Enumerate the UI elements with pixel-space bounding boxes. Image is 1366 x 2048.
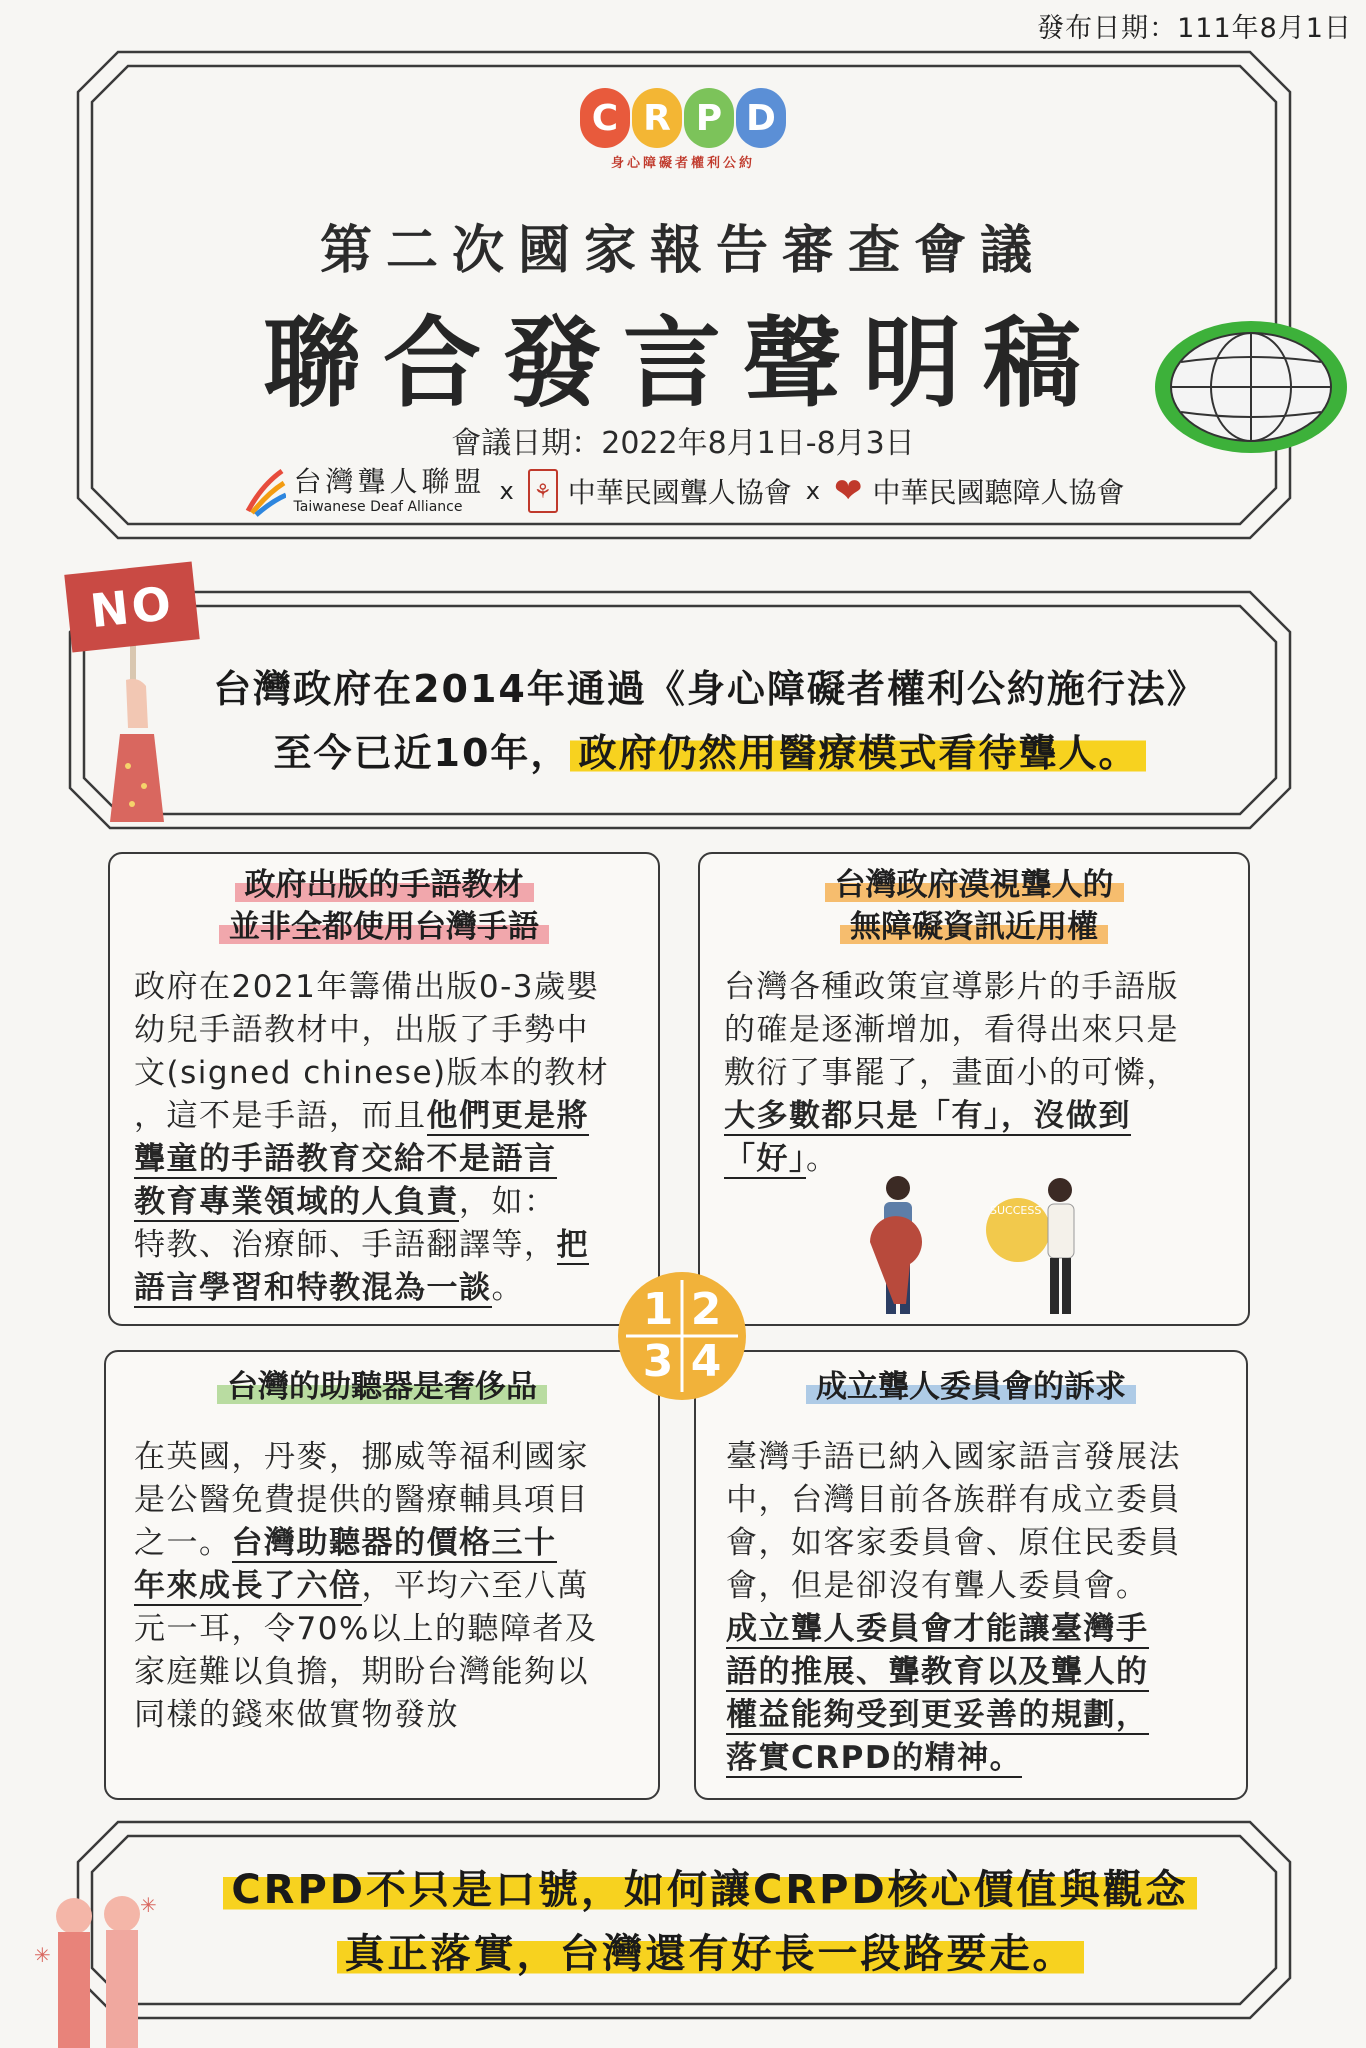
card-4-underlined: 成立聾人委員會才能讓臺灣手	[726, 1611, 1149, 1647]
card-1-line	[134, 1181, 609, 1224]
card-1-title	[110, 864, 658, 948]
card-3-body	[134, 1436, 597, 1737]
card-1-title-line1: 政府出版的手語教材	[235, 864, 534, 906]
card-1-line: 政府在2021年籌備出版0-3歲嬰	[134, 969, 600, 1005]
card-4-underlined: 權益能夠受到更妥善的規劃，	[726, 1697, 1149, 1733]
organizations	[0, 465, 1366, 517]
card-4-line	[726, 1651, 1181, 1694]
card-4-line: 會，如客家委員會、原住民委員	[726, 1525, 1181, 1561]
closing-line2	[150, 1922, 1270, 1979]
crpd-logo-letters	[580, 88, 786, 148]
card-1-underlined: 他們更是將	[426, 1098, 589, 1134]
closing-line2-text: 真正落實，台灣還有好長一段路要走。	[337, 1931, 1084, 1977]
card-2-text: 。	[806, 1141, 839, 1177]
banner-line2	[170, 722, 1250, 777]
card-4-body	[726, 1436, 1181, 1780]
org3-name: 中華民國聽障人協會	[872, 476, 1125, 509]
closing-line1	[150, 1858, 1270, 1915]
card-2-title-line2: 無障礙資訊近用權	[840, 906, 1108, 948]
raised-arm-icon	[106, 676, 170, 822]
banner-line1: 台灣政府在2014年通過《身心障礙者權利公約施行法》	[213, 667, 1207, 711]
raised-fists-icon	[30, 1892, 160, 2048]
page-title: 聯合發言聲明稿	[262, 306, 1103, 421]
card-1-text: 特教、治療師、手語翻譯等，	[134, 1227, 557, 1263]
number-1: 1	[642, 1284, 674, 1335]
svg-text:✳: ✳	[140, 1893, 157, 1917]
card-1-line	[134, 1095, 609, 1138]
card-1-text: 。	[491, 1270, 524, 1306]
card-3-line	[134, 1522, 597, 1565]
card-1-underlined: 語言學習和特教混為一談	[134, 1270, 492, 1306]
card-2-underlined: 大多數都只是「有」，沒做到	[724, 1098, 1131, 1134]
card-4-line	[726, 1694, 1181, 1737]
card-1-sign-language-materials	[108, 852, 660, 1326]
card-3-title-text: 台灣的助聽器是奢侈品	[217, 1366, 547, 1408]
card-3-line: 家庭難以負擔，期盼台灣能夠以	[134, 1654, 589, 1690]
card-2-accessibility-rights	[698, 852, 1250, 1326]
card-2-underlined: 「好」	[724, 1141, 806, 1177]
card-3-line: 元一耳，令70%以上的聽障者及	[134, 1611, 598, 1647]
card-4-line: 中，台灣目前各族群有成立委員	[726, 1482, 1181, 1518]
no-sign: NO	[64, 562, 199, 653]
card-2-line: 台灣各種政策宣導影片的手語版	[724, 969, 1179, 1005]
card-1-line	[134, 1224, 609, 1267]
banner-line2-plain: 至今已近10年，	[273, 731, 571, 775]
logo-letter-p: P	[684, 88, 734, 148]
publish-date: 發布日期：111年8月1日	[1037, 13, 1352, 44]
deaf-association-seal-icon: ⚘	[528, 469, 558, 513]
card-4-line: 臺灣手語已納入國家語言發展法	[726, 1439, 1181, 1475]
crpd-logo-subtitle: 身心障礙者權利公約	[610, 156, 755, 171]
card-1-title-line2: 並非全都使用台灣手語	[219, 906, 549, 948]
card-2-line	[724, 1095, 1179, 1138]
org1-name-zh: 台灣聾人聯盟	[293, 465, 486, 498]
card-3-line: 是公醫免費提供的醫療輔具項目	[134, 1482, 589, 1518]
card-3-line	[134, 1565, 597, 1608]
card-4-line	[726, 1737, 1181, 1780]
card-4-title-text: 成立聾人委員會的訴求	[806, 1366, 1136, 1408]
closing-frame-outer	[78, 1822, 1290, 2018]
org-taiwanese-deaf-alliance	[242, 465, 486, 517]
org-separator-2: x	[805, 477, 820, 505]
card-1-line	[134, 1267, 609, 1310]
card-3-line: 同樣的錢來做實物發放	[134, 1697, 459, 1733]
org2-name: 中華民國聾人協會	[567, 476, 792, 509]
number-4: 4	[690, 1336, 722, 1387]
card-1-line: 文(signed chinese)版本的教材	[134, 1055, 610, 1091]
logo-letter-c: C	[580, 88, 630, 148]
illustration-text: SUCCESS	[990, 1204, 1042, 1217]
logo-letter-r: R	[632, 88, 682, 148]
crpd-logo	[0, 88, 1366, 171]
card-3-line: 在英國，丹麥，挪威等福利國家	[134, 1439, 589, 1475]
card-3-text: 之一。	[134, 1525, 232, 1561]
card-2-body	[724, 966, 1179, 1181]
card-1-underlined: 教育專業領域的人負責	[134, 1184, 459, 1220]
card-2-line: 敷衍了事罷了，畫面小的可憐，	[724, 1055, 1179, 1091]
card-4-underlined: 落實CRPD的精神。	[726, 1740, 1023, 1776]
card-4-line: 會，但是卻沒有聾人委員會。	[726, 1568, 1149, 1604]
card-3-underlined: 年來成長了六倍	[134, 1568, 362, 1604]
card-3-hearing-aids	[104, 1350, 660, 1800]
org1-name-en: Taiwanese Deaf Alliance	[293, 499, 463, 515]
card-4-underlined: 語的推展、聾教育以及聾人的	[726, 1654, 1149, 1690]
number-2: 2	[690, 1284, 722, 1335]
card-1-line: 幼兒手語教材中，出版了手勢中	[134, 1012, 589, 1048]
closing-line1-text: CRPD不只是口號，如何讓CRPD核心價值與觀念	[223, 1867, 1196, 1913]
number-3: 3	[642, 1336, 674, 1387]
section-number-circle	[618, 1272, 746, 1400]
card-1-text: ，如：	[459, 1184, 557, 1220]
card-3-title	[106, 1366, 658, 1408]
card-2-title-line1: 台灣政府漠視聾人的	[825, 864, 1124, 906]
card-1-body	[134, 966, 609, 1310]
card-3-text: ，平均六至八萬	[361, 1568, 589, 1604]
heart-logo-icon: ❤	[833, 471, 863, 511]
card-1-underlined: 把	[556, 1227, 589, 1263]
page-subtitle: 第二次國家報告審查會議	[319, 220, 1046, 281]
card-1-line	[134, 1138, 609, 1181]
meeting-date: 會議日期：2022年8月1日-8月3日	[451, 426, 915, 461]
card-4-title	[696, 1366, 1246, 1408]
card-4-line	[726, 1608, 1181, 1651]
deaf-alliance-logo-icon	[242, 465, 286, 517]
card-1-underlined: 聾童的手語教育交給不是語言	[134, 1141, 557, 1177]
card-2-line: 的確是逐漸增加，看得出來只是	[724, 1012, 1179, 1048]
banner-line2-highlight: 政府仍然用醫療模式看待聾人。	[570, 731, 1146, 775]
svg-text:✳: ✳	[34, 1943, 51, 1967]
card-3-underlined: 台灣助聽器的價格三十	[231, 1525, 557, 1561]
card-4-deaf-committee	[694, 1350, 1248, 1800]
org-separator: x	[499, 477, 514, 505]
logo-letter-d: D	[736, 88, 786, 148]
people-success-illustration	[850, 1172, 1100, 1322]
card-2-title	[700, 864, 1248, 948]
card-1-text: ，這不是手語，而且	[134, 1098, 427, 1134]
